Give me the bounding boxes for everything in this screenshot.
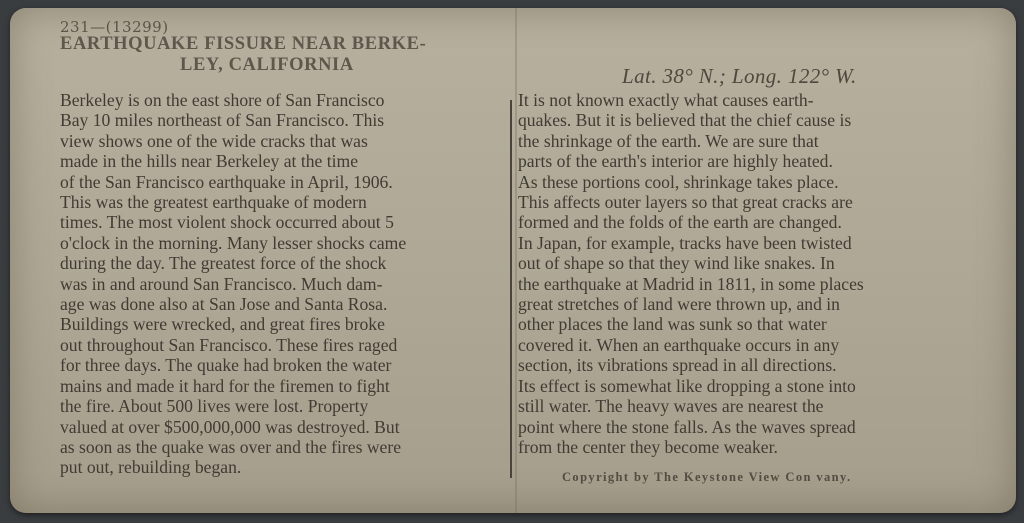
text-line: still water. The heavy waves are nearest the xyxy=(518,396,824,417)
text-line: out throughout San Francisco. These fires raged xyxy=(60,334,398,355)
text-line: Bay 10 miles northeast of San Francisco. This xyxy=(60,110,385,131)
text-line: Its effect is somewhat like dropping a stone into xyxy=(518,375,856,396)
text-line: the earthquake at Madrid in 1811, in some places xyxy=(518,273,864,294)
text-line: point where the stone falls. As the waves spread xyxy=(518,416,856,437)
text-line: It is not known exactly what causes earth- xyxy=(518,90,814,110)
copyright-notice: Copyright by The Keystone View Con vany. xyxy=(562,470,852,484)
catalog-number: 231—(13299) xyxy=(60,18,169,36)
text-line: parts of the earth's interior are highly heated. xyxy=(518,151,833,172)
text-line: the shrinkage of the earth. We are sure that xyxy=(518,130,819,151)
text-line: valued at over $500,000,000 was destroyed. But xyxy=(60,416,400,437)
text-line: formed and the folds of the earth are changed. xyxy=(518,212,842,233)
text-line: quakes. But it is believed that the chief cause is xyxy=(518,110,852,131)
card-title-line-2: LEY, CALIFORNIA xyxy=(180,55,354,75)
text-line: times. The most violent shock occurred about 5 xyxy=(60,212,394,233)
text-line: great stretches of land were thrown up, and in xyxy=(518,294,840,315)
text-line: during the day. The greatest force of the shock xyxy=(60,253,387,274)
card-fold-line xyxy=(515,8,517,513)
stereoview-card-back xyxy=(10,8,1016,513)
text-line: This affects outer layers so that great cracks are xyxy=(518,192,853,213)
text-line: the fire. About 500 lives were lost. Property xyxy=(60,396,369,417)
text-line: In Japan, for example, tracks have been twisted xyxy=(518,232,852,253)
text-line: was in and around San Francisco. Much dam- xyxy=(60,273,383,294)
column-divider xyxy=(510,100,512,478)
card-title-line-1: EARTHQUAKE FISSURE NEAR BERKE- xyxy=(60,34,427,54)
text-line: of the San Francisco earthquake in April, 1906. xyxy=(60,171,393,192)
text-line: Buildings were wrecked, and great fires broke xyxy=(60,314,385,335)
text-line: section, its vibrations spread in all directions. xyxy=(518,355,837,376)
text-line: made in the hills near Berkeley at the time xyxy=(60,151,359,172)
right-text-column xyxy=(518,90,956,457)
left-text-column xyxy=(60,90,500,478)
text-line: from the center they become weaker. xyxy=(518,436,778,457)
text-line: mains and made it hard for the firemen to fight xyxy=(60,375,390,396)
text-line: Berkeley is on the east shore of San Francisco xyxy=(60,90,385,110)
text-line: o'clock in the morning. Many lesser shocks came xyxy=(60,232,407,253)
text-line: other places the land was sunk so that water xyxy=(518,314,827,335)
text-line: put out, rebuilding began. xyxy=(60,457,242,478)
text-line: for three days. The quake had broken the water xyxy=(60,355,392,376)
text-line: As these portions cool, shrinkage takes place. xyxy=(518,171,839,192)
text-line: covered it. When an earthquake occurs in any xyxy=(518,334,840,355)
text-line: view shows one of the wide cracks that was xyxy=(60,130,368,151)
text-line: This was the greatest earthquake of modern xyxy=(60,192,367,213)
text-line: as soon as the quake was over and the fires were xyxy=(60,436,401,457)
text-line: out of shape so that they wind like snakes. In xyxy=(518,253,835,274)
coordinates: Lat. 38° N.; Long. 122° W. xyxy=(622,64,857,88)
card-title xyxy=(60,34,510,76)
text-line: age was done also at San Jose and Santa Rosa. xyxy=(60,294,388,315)
